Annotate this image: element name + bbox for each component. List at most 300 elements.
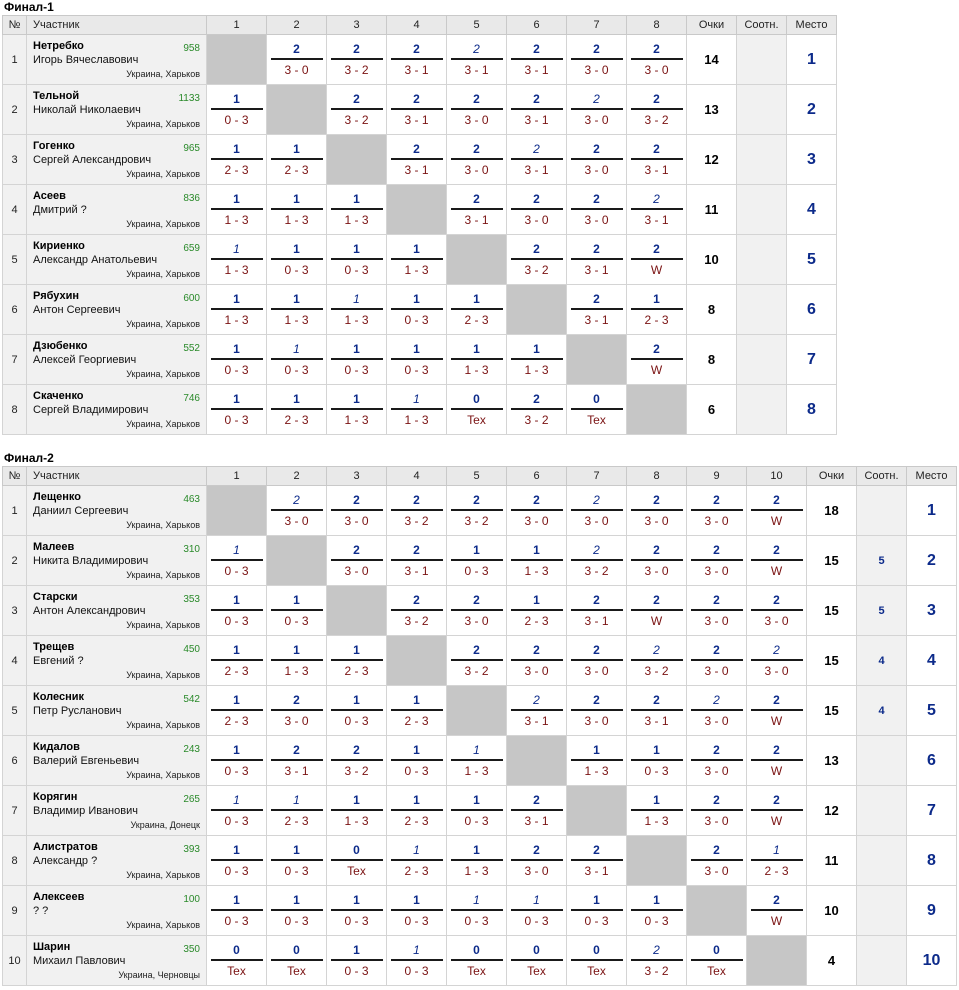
match-score: 3 - 1 xyxy=(404,564,429,578)
match-result-cell xyxy=(747,536,807,586)
participant-surname[interactable]: Кидалов xyxy=(33,741,80,753)
participant-location: Украина, Харьков xyxy=(126,670,200,680)
match-score: 3 - 0 xyxy=(584,113,609,127)
match-result-cell xyxy=(447,636,507,686)
match-points: 2 xyxy=(631,592,683,611)
participant-name: ? ? xyxy=(33,905,49,917)
match-points: 2 xyxy=(631,341,683,360)
match-points: 0 xyxy=(451,391,503,410)
match-points: 2 xyxy=(511,391,563,410)
participant-location: Украина, Харьков xyxy=(126,269,200,279)
match-points: 1 xyxy=(331,792,383,811)
participant-surname[interactable]: Лещенко xyxy=(33,491,81,503)
header-opponent-col: 4 xyxy=(387,467,447,486)
match-result-cell xyxy=(567,486,627,536)
match-points: 1 xyxy=(511,341,563,360)
participant-surname[interactable]: Колесник xyxy=(33,691,85,703)
match-points: 2 xyxy=(571,141,623,160)
header-opponent-col: 4 xyxy=(387,16,447,35)
place-cell: 2 xyxy=(907,536,957,586)
match-points: 1 xyxy=(331,391,383,410)
match-result-cell xyxy=(327,636,387,686)
participant-cell xyxy=(27,85,207,135)
match-score: 3 - 0 xyxy=(284,63,309,77)
match-score: 1 - 3 xyxy=(584,764,609,778)
participant-surname[interactable]: Кириенко xyxy=(33,240,85,252)
match-result-cell xyxy=(507,35,567,85)
table-row xyxy=(3,686,957,736)
match-result-cell xyxy=(627,536,687,586)
match-score: 0 - 3 xyxy=(344,363,369,377)
match-score: 0 - 3 xyxy=(344,263,369,277)
participant-surname[interactable]: Асеев xyxy=(33,190,66,202)
place-cell: 5 xyxy=(787,235,837,285)
match-result-cell xyxy=(447,836,507,886)
row-number: 1 xyxy=(3,35,27,85)
place-cell: 7 xyxy=(907,786,957,836)
match-score: Tex xyxy=(527,964,546,978)
participant-name: Николай Николаевич xyxy=(33,104,141,116)
match-result-cell xyxy=(627,135,687,185)
total-points: 8 xyxy=(687,285,737,335)
match-result-cell xyxy=(387,285,447,335)
match-score: 0 - 3 xyxy=(224,564,249,578)
match-result-cell xyxy=(507,185,567,235)
match-result-cell xyxy=(207,536,267,586)
table-row xyxy=(3,235,837,285)
place-cell: 5 xyxy=(907,686,957,736)
match-score: 3 - 0 xyxy=(284,514,309,528)
match-score: 3 - 1 xyxy=(464,63,489,77)
match-result-cell xyxy=(507,385,567,435)
match-score: 1 - 3 xyxy=(524,564,549,578)
match-points: 2 xyxy=(451,141,503,160)
match-points: 1 xyxy=(631,892,683,911)
match-score: 3 - 2 xyxy=(404,614,429,628)
match-result-cell xyxy=(687,586,747,636)
match-points: 1 xyxy=(511,892,563,911)
match-score: 1 - 3 xyxy=(344,213,369,227)
match-points: 2 xyxy=(451,592,503,611)
match-score: W xyxy=(650,614,663,628)
participant-name: Валерий Евгеньевич xyxy=(33,755,140,767)
participant-surname[interactable]: Скаченко xyxy=(33,390,84,402)
match-points: 2 xyxy=(571,91,623,110)
match-result-cell xyxy=(747,886,807,936)
match-score: 2 - 3 xyxy=(464,313,489,327)
participant-rating: 393 xyxy=(183,844,200,855)
match-result-cell xyxy=(267,636,327,686)
match-result-cell xyxy=(207,385,267,435)
participant-location: Украина, Харьков xyxy=(126,69,200,79)
match-score: 1 - 3 xyxy=(464,363,489,377)
match-points: 1 xyxy=(271,792,323,811)
match-points: 1 xyxy=(391,892,443,911)
match-result-cell xyxy=(267,235,327,285)
match-points: 1 xyxy=(271,191,323,210)
match-score: 3 - 0 xyxy=(464,163,489,177)
match-points: 2 xyxy=(691,542,743,561)
match-result-cell xyxy=(627,736,687,786)
match-result-cell xyxy=(267,35,327,85)
match-result-cell xyxy=(207,285,267,335)
match-points: 2 xyxy=(511,241,563,260)
ratio-cell xyxy=(737,285,787,335)
match-score: 3 - 1 xyxy=(584,263,609,277)
match-score: 3 - 0 xyxy=(704,514,729,528)
final-2-table xyxy=(2,466,957,986)
match-score: 3 - 0 xyxy=(764,614,789,628)
match-score: 3 - 0 xyxy=(524,514,549,528)
participant-location: Украина, Харьков xyxy=(126,419,200,429)
match-score: 3 - 0 xyxy=(704,864,729,878)
match-score: 3 - 0 xyxy=(464,113,489,127)
total-points: 4 xyxy=(807,936,857,986)
match-score: 3 - 1 xyxy=(524,163,549,177)
self-cell xyxy=(627,836,687,886)
total-points: 15 xyxy=(807,586,857,636)
match-score: 2 - 3 xyxy=(644,313,669,327)
match-score: 0 - 3 xyxy=(644,914,669,928)
match-score: 3 - 1 xyxy=(524,814,549,828)
match-points: 1 xyxy=(331,241,383,260)
match-score: 0 - 3 xyxy=(284,263,309,277)
match-score: 0 - 3 xyxy=(404,914,429,928)
match-result-cell xyxy=(567,636,627,686)
match-points: 2 xyxy=(751,792,803,811)
match-score: W xyxy=(770,814,783,828)
match-result-cell xyxy=(267,936,327,986)
match-result-cell xyxy=(747,836,807,886)
match-points: 1 xyxy=(451,892,503,911)
match-score: 0 - 3 xyxy=(404,964,429,978)
total-points: 10 xyxy=(807,886,857,936)
header-opponent-col: 7 xyxy=(567,467,627,486)
match-result-cell xyxy=(207,235,267,285)
match-result-cell xyxy=(327,85,387,135)
place-cell: 6 xyxy=(907,736,957,786)
match-score: 3 - 2 xyxy=(524,263,549,277)
match-points: 1 xyxy=(331,191,383,210)
match-score: 3 - 0 xyxy=(704,814,729,828)
match-result-cell xyxy=(267,886,327,936)
match-result-cell xyxy=(747,486,807,536)
match-score: 0 - 3 xyxy=(464,564,489,578)
match-points: 1 xyxy=(211,91,263,110)
total-points: 11 xyxy=(807,836,857,886)
match-result-cell xyxy=(567,886,627,936)
match-points: 2 xyxy=(271,742,323,761)
participant-cell xyxy=(27,786,207,836)
match-points: 2 xyxy=(631,642,683,661)
participant-location: Украина, Харьков xyxy=(126,169,200,179)
participant-location: Украина, Харьков xyxy=(126,520,200,530)
match-points: 1 xyxy=(631,792,683,811)
match-points: 1 xyxy=(211,742,263,761)
match-points: 1 xyxy=(211,241,263,260)
match-score: 2 - 3 xyxy=(404,714,429,728)
match-points: 1 xyxy=(391,291,443,310)
match-points: 1 xyxy=(391,391,443,410)
header-opponent-col: 3 xyxy=(327,16,387,35)
match-points: 2 xyxy=(691,842,743,861)
match-points: 2 xyxy=(511,191,563,210)
match-result-cell xyxy=(447,135,507,185)
self-cell xyxy=(207,486,267,536)
participant-name: Сергей Владимирович xyxy=(33,404,149,416)
match-points: 0 xyxy=(691,942,743,961)
match-points: 2 xyxy=(511,141,563,160)
match-result-cell xyxy=(207,586,267,636)
participant-surname[interactable]: Алексеев xyxy=(33,891,85,903)
match-score: 2 - 3 xyxy=(404,864,429,878)
total-points: 10 xyxy=(687,235,737,285)
header-opponent-col: 7 xyxy=(567,16,627,35)
match-points: 2 xyxy=(271,692,323,711)
total-points: 15 xyxy=(807,536,857,586)
self-cell xyxy=(327,586,387,636)
match-points: 2 xyxy=(571,592,623,611)
match-points: 1 xyxy=(211,792,263,811)
match-score: 3 - 1 xyxy=(644,163,669,177)
match-points: 2 xyxy=(511,842,563,861)
match-result-cell xyxy=(267,686,327,736)
table-row xyxy=(3,536,957,586)
match-score: 3 - 1 xyxy=(644,714,669,728)
self-cell xyxy=(327,135,387,185)
match-result-cell xyxy=(507,85,567,135)
match-points: 1 xyxy=(511,592,563,611)
match-result-cell xyxy=(327,936,387,986)
match-score: 3 - 1 xyxy=(404,113,429,127)
match-result-cell xyxy=(327,285,387,335)
match-points: 2 xyxy=(631,41,683,60)
total-points: 14 xyxy=(687,35,737,85)
match-result-cell xyxy=(387,786,447,836)
match-score: 3 - 2 xyxy=(644,964,669,978)
match-result-cell xyxy=(387,35,447,85)
match-points: 1 xyxy=(271,141,323,160)
match-score: 1 - 3 xyxy=(224,263,249,277)
match-score: 3 - 1 xyxy=(584,313,609,327)
match-result-cell xyxy=(567,135,627,185)
match-result-cell xyxy=(687,686,747,736)
participant-surname[interactable]: Гогенко xyxy=(33,140,75,152)
header-opponent-col: 8 xyxy=(627,467,687,486)
participant-surname[interactable]: Трещев xyxy=(33,641,75,653)
match-score: Tex xyxy=(347,864,366,878)
match-points: 1 xyxy=(211,842,263,861)
match-points: 2 xyxy=(511,41,563,60)
match-points: 2 xyxy=(631,241,683,260)
match-points: 2 xyxy=(571,842,623,861)
match-result-cell xyxy=(387,736,447,786)
match-points: 0 xyxy=(451,942,503,961)
table-row xyxy=(3,736,957,786)
match-result-cell xyxy=(627,35,687,85)
match-result-cell xyxy=(207,335,267,385)
table-row xyxy=(3,936,957,986)
match-result-cell xyxy=(387,586,447,636)
match-result-cell xyxy=(447,786,507,836)
total-points: 13 xyxy=(687,85,737,135)
match-result-cell xyxy=(507,335,567,385)
match-points: 1 xyxy=(211,141,263,160)
participant-surname[interactable]: Дзюбенко xyxy=(33,340,88,352)
participant-cell xyxy=(27,35,207,85)
match-points: 2 xyxy=(571,241,623,260)
participant-rating: 1133 xyxy=(178,93,200,104)
header-opponent-col: 6 xyxy=(507,467,567,486)
match-result-cell xyxy=(207,686,267,736)
table-row xyxy=(3,836,957,886)
match-points: 2 xyxy=(331,742,383,761)
match-points: 2 xyxy=(571,41,623,60)
match-result-cell xyxy=(627,335,687,385)
match-score: W xyxy=(770,914,783,928)
participant-rating: 958 xyxy=(183,43,200,54)
participant-surname[interactable]: Алистратов xyxy=(33,841,98,853)
participant-location: Украина, Донецк xyxy=(130,820,200,830)
match-score: 3 - 0 xyxy=(524,664,549,678)
participant-location: Украина, Харьков xyxy=(126,570,200,580)
self-cell xyxy=(627,385,687,435)
match-score: 0 - 3 xyxy=(284,914,309,928)
match-result-cell xyxy=(447,736,507,786)
match-points: 1 xyxy=(571,742,623,761)
match-result-cell xyxy=(507,235,567,285)
match-result-cell xyxy=(267,385,327,435)
match-result-cell xyxy=(627,235,687,285)
match-score: 3 - 0 xyxy=(344,514,369,528)
match-result-cell xyxy=(747,786,807,836)
match-result-cell xyxy=(207,936,267,986)
match-result-cell xyxy=(387,335,447,385)
participant-surname[interactable]: Корягин xyxy=(33,791,78,803)
match-score: 1 - 3 xyxy=(284,213,309,227)
ratio-cell xyxy=(737,185,787,235)
match-result-cell xyxy=(627,486,687,536)
match-score: Tex xyxy=(287,964,306,978)
match-score: W xyxy=(770,564,783,578)
table-row xyxy=(3,135,837,185)
match-result-cell xyxy=(447,35,507,85)
match-points: 2 xyxy=(631,542,683,561)
match-points: 2 xyxy=(631,692,683,711)
match-score: 3 - 0 xyxy=(584,514,609,528)
match-score: 3 - 2 xyxy=(524,413,549,427)
row-number: 4 xyxy=(3,636,27,686)
match-result-cell xyxy=(207,135,267,185)
match-points: 2 xyxy=(751,892,803,911)
row-number: 8 xyxy=(3,836,27,886)
table-row xyxy=(3,786,957,836)
match-result-cell xyxy=(507,586,567,636)
participant-surname[interactable]: Малеев xyxy=(33,541,75,553)
match-result-cell xyxy=(627,886,687,936)
participant-surname[interactable]: Нетребко xyxy=(33,40,84,52)
match-result-cell xyxy=(567,85,627,135)
participant-name: Антон Сергеевич xyxy=(33,304,121,316)
match-result-cell xyxy=(447,486,507,536)
participant-location: Украина, Харьков xyxy=(126,920,200,930)
match-score: 0 - 3 xyxy=(284,614,309,628)
match-points: 1 xyxy=(211,692,263,711)
participant-surname[interactable]: Тельной xyxy=(33,90,80,102)
participant-surname[interactable]: Старски xyxy=(33,591,78,603)
participant-name: Евгений ? xyxy=(33,655,84,667)
total-points: 8 xyxy=(687,335,737,385)
participant-cell xyxy=(27,135,207,185)
match-result-cell xyxy=(447,586,507,636)
match-result-cell xyxy=(207,85,267,135)
match-points: 0 xyxy=(511,942,563,961)
match-points: 2 xyxy=(331,91,383,110)
match-points: 2 xyxy=(691,792,743,811)
row-number: 10 xyxy=(3,936,27,986)
table-row xyxy=(3,486,957,536)
row-number: 9 xyxy=(3,886,27,936)
match-score: 2 - 3 xyxy=(284,814,309,828)
match-points: 2 xyxy=(571,492,623,511)
match-points: 2 xyxy=(751,492,803,511)
match-score: W xyxy=(650,363,663,377)
match-score: 0 - 3 xyxy=(584,914,609,928)
match-score: 3 - 0 xyxy=(704,714,729,728)
match-score: 1 - 3 xyxy=(404,263,429,277)
match-points: 2 xyxy=(391,141,443,160)
header-opponent-col: 5 xyxy=(447,467,507,486)
match-score: 3 - 1 xyxy=(524,714,549,728)
match-result-cell xyxy=(207,836,267,886)
ratio-cell: 5 xyxy=(857,586,907,636)
participant-name: Никита Владимирович xyxy=(33,555,149,567)
match-points: 2 xyxy=(571,542,623,561)
match-result-cell xyxy=(267,285,327,335)
place-cell: 9 xyxy=(907,886,957,936)
participant-name: Владимир Иванович xyxy=(33,805,138,817)
ratio-cell: 4 xyxy=(857,686,907,736)
match-result-cell xyxy=(327,836,387,886)
match-result-cell xyxy=(387,536,447,586)
participant-surname[interactable]: Рябухин xyxy=(33,290,80,302)
header-place: Место xyxy=(907,467,957,486)
match-result-cell xyxy=(447,385,507,435)
self-cell xyxy=(567,786,627,836)
match-result-cell xyxy=(627,686,687,736)
match-points: 1 xyxy=(331,692,383,711)
match-points: 1 xyxy=(331,642,383,661)
match-result-cell xyxy=(687,786,747,836)
match-result-cell xyxy=(567,35,627,85)
row-number: 3 xyxy=(3,135,27,185)
match-points: 2 xyxy=(691,592,743,611)
match-score: 3 - 0 xyxy=(584,63,609,77)
participant-surname[interactable]: Шарин xyxy=(33,941,71,953)
participant-rating: 265 xyxy=(183,794,200,805)
match-points: 1 xyxy=(271,642,323,661)
match-points: 1 xyxy=(271,241,323,260)
match-result-cell xyxy=(327,786,387,836)
total-points: 15 xyxy=(807,686,857,736)
match-result-cell xyxy=(327,536,387,586)
match-score: 0 - 3 xyxy=(224,113,249,127)
match-score: 1 - 3 xyxy=(224,313,249,327)
participant-name: Игорь Вячеславович xyxy=(33,54,139,66)
match-points: 1 xyxy=(331,942,383,961)
self-cell xyxy=(507,736,567,786)
match-points: 2 xyxy=(751,642,803,661)
